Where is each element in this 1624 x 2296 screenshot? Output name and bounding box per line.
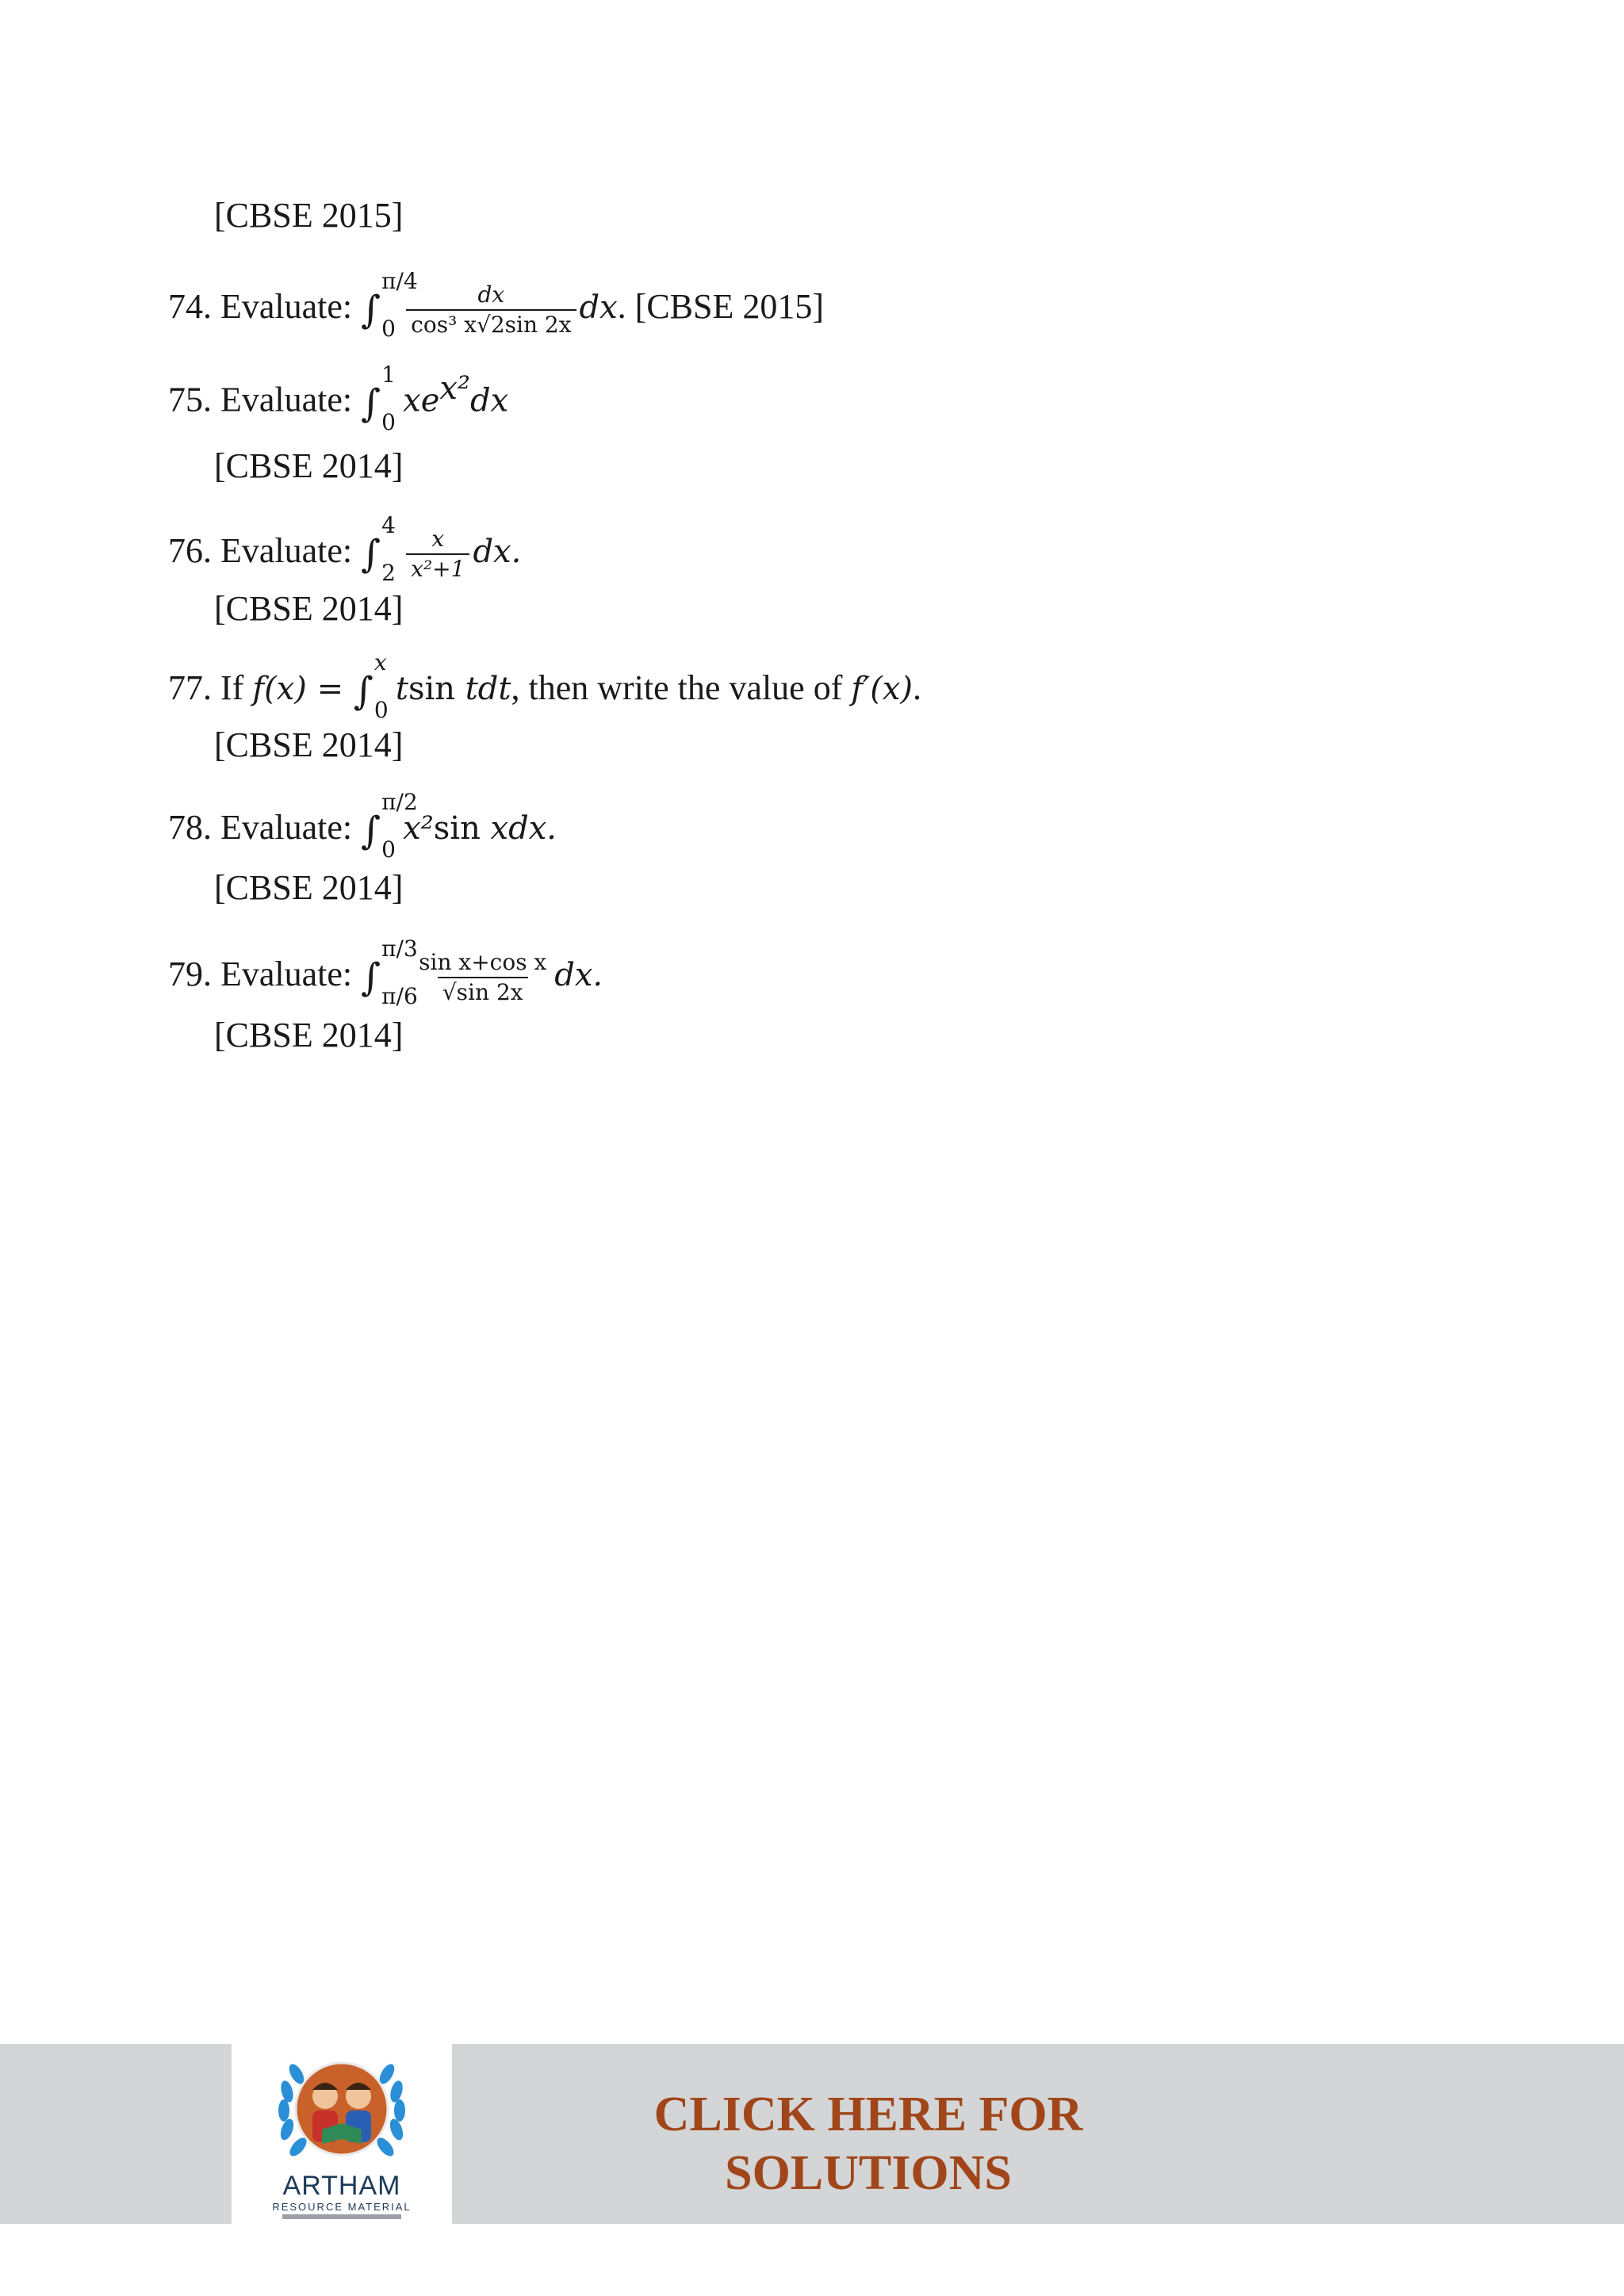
punctuation: .	[913, 668, 922, 707]
integral-lower-limit: π/6	[381, 983, 418, 1009]
cta-line-2: SOLUTIONS	[725, 2146, 1012, 2200]
integrand-variable: x²	[403, 810, 434, 847]
source-tag: . [CBSE 2015]	[617, 287, 825, 327]
question-78	[168, 788, 557, 863]
differential: dx.	[554, 957, 603, 994]
integral-lower-limit: 0	[381, 408, 396, 435]
function-definition: f(x) =	[252, 671, 354, 707]
integral-sign: ∫ π/2 0	[361, 788, 418, 863]
fraction-denominator: cos³ x√2sin 2x	[406, 309, 576, 336]
laurel-wreath-icon	[263, 2050, 420, 2169]
logo-name: ARTHAM	[282, 2171, 401, 2201]
integral-upper-limit: 4	[381, 512, 396, 538]
footer-banner	[0, 2044, 1624, 2224]
question-label: 76. Evaluate:	[168, 531, 362, 571]
question-label: 79. Evaluate:	[168, 955, 362, 994]
question-76	[168, 512, 522, 586]
fraction-numerator: x	[431, 526, 445, 552]
artham-logo	[232, 2044, 452, 2224]
fraction-denominator: x²+1	[406, 553, 469, 580]
question-77	[168, 649, 922, 723]
logo-bar	[282, 2214, 401, 2219]
question-text: , then write the value of	[511, 668, 852, 707]
integrand-function: sin	[433, 810, 491, 847]
question-label: 75. Evaluate:	[168, 380, 362, 419]
integrand-rest: tdt	[465, 671, 511, 707]
integral-sign: ∫ π/3 π/6	[361, 936, 418, 1009]
integral-lower-limit: 0	[381, 836, 396, 863]
integral-lower-limit: 0	[373, 696, 389, 723]
derivative: f′(x)	[851, 671, 914, 707]
question-75	[168, 361, 509, 435]
source-tag: [CBSE 2014]	[214, 868, 404, 907]
integral-upper-limit: π/4	[381, 268, 418, 294]
question-label: 74. Evaluate:	[168, 287, 362, 327]
differential: dx.	[473, 534, 522, 571]
integral-sign: ∫ 1 0	[361, 361, 396, 435]
integral-upper-limit: 1	[381, 361, 396, 388]
source-tag: [CBSE 2014]	[214, 725, 404, 764]
differential: dx	[469, 382, 509, 419]
source-tag: [CBSE 2014]	[214, 589, 404, 628]
fraction	[414, 951, 551, 1004]
integrand-function: sin	[408, 671, 465, 707]
integral-sign: ∫ π/4 0	[361, 268, 418, 342]
question-label: 78. Evaluate:	[168, 808, 362, 847]
cta-line-1: CLICK HERE FOR	[653, 2087, 1083, 2141]
integrand: xe	[403, 382, 440, 419]
integrand-rest: xdx.	[490, 810, 557, 847]
fraction-numerator: sin x+cos x	[419, 949, 547, 975]
integrand-exponent: x²	[439, 370, 470, 407]
source-tag: [CBSE 2014]	[214, 446, 404, 485]
fraction-numerator: dx	[477, 281, 505, 308]
integral-upper-limit: π/3	[381, 936, 418, 962]
fraction	[406, 281, 576, 338]
integral-sign: ∫ 4 2	[361, 512, 396, 586]
integrand-variable: t	[395, 671, 408, 707]
integral-sign: ∫ x 0	[353, 649, 389, 723]
differential: dx	[579, 289, 618, 327]
integral-lower-limit: 0	[381, 316, 396, 342]
integral-upper-limit: x	[373, 649, 387, 675]
fraction	[406, 528, 469, 580]
integral-lower-limit: 2	[381, 560, 396, 586]
solutions-link[interactable]	[603, 2085, 1134, 2202]
integral-upper-limit: π/2	[381, 788, 418, 815]
source-tag: [CBSE 2015]	[214, 196, 404, 235]
question-label: 77. If	[168, 668, 253, 707]
fraction-denominator: √sin 2x	[438, 977, 528, 1004]
source-tag: [CBSE 2014]	[214, 1016, 404, 1054]
question-74	[168, 268, 825, 342]
question-79	[168, 936, 603, 1009]
logo-subtitle: RESOURCE MATERIAL	[272, 2201, 412, 2213]
